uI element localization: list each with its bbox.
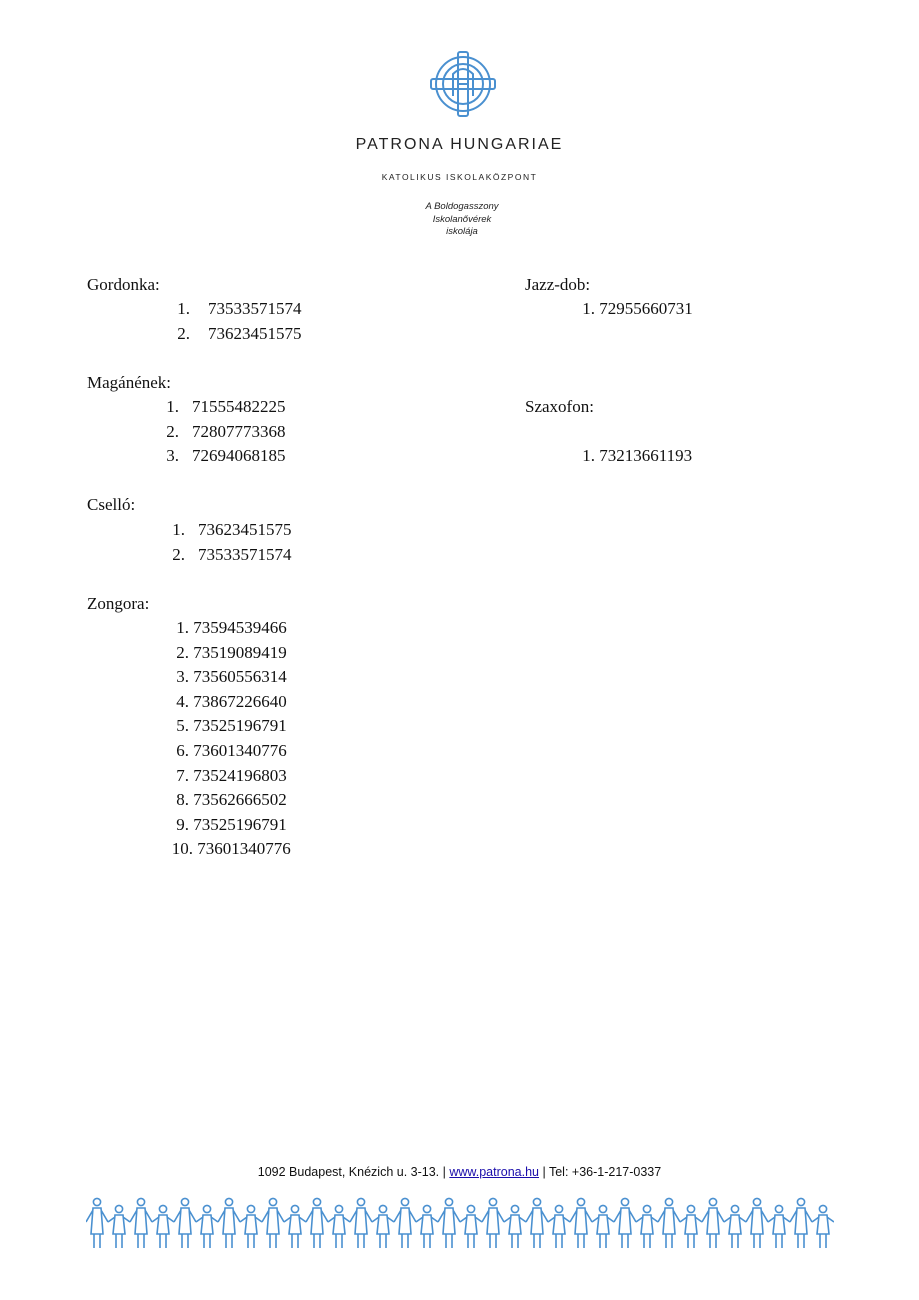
org-motto — [0, 201, 919, 239]
motto-line: A Boldogasszony — [425, 201, 499, 212]
list-item: 1. 73533571574 — [177, 299, 302, 318]
list-item: 5. 73525196791 — [176, 716, 287, 736]
footer-address: 1092 Budapest, Knézich u. 3-13. | — [257, 1165, 446, 1179]
list-item: 1. 72955660731 — [582, 299, 693, 318]
children-holding-hands-icon — [86, 1194, 834, 1250]
org-name: PATRONA HUNGARIAE — [355, 136, 564, 153]
section-title-maganenek: Magánének: — [87, 373, 172, 392]
list-item: 2. 73533571574 — [172, 544, 292, 564]
cross-circle-logo-icon — [429, 50, 497, 118]
motto-line: Iskolanővérek — [432, 213, 492, 225]
section-title-szaxofon: Szaxofon: — [525, 397, 594, 416]
list-item: 3. 73560556314 — [176, 667, 287, 687]
footer-contact — [0, 1165, 919, 1179]
list-item: 1. 73623451575 — [172, 520, 292, 539]
list-item: 7. 73524196803 — [176, 765, 287, 785]
list-item: 10. 73601340776 — [171, 839, 291, 859]
list-item: 3. 72694068185 — [166, 446, 286, 466]
section-title-csello: Cselló: — [87, 495, 136, 514]
list-item: 9. 73525196791 — [176, 814, 287, 834]
list-szaxofon — [566, 444, 692, 469]
list-gordonka — [160, 297, 302, 346]
list-jazzdob — [566, 297, 693, 322]
list-item: 4. 73867226640 — [176, 691, 287, 711]
list-csello — [155, 518, 292, 567]
list-item: 2. 73623451575 — [177, 323, 302, 343]
section-title-gordonka: Gordonka: — [87, 275, 160, 294]
list-item: 2. 73519089419 — [176, 642, 287, 662]
footer-phone: | Tel: +36-1-217-0337 — [542, 1165, 662, 1179]
section-title-jazzdob: Jazz-dob: — [525, 275, 591, 294]
section-title-zongora: Zongora: — [87, 594, 150, 613]
list-item: 1. 73213661193 — [582, 446, 693, 465]
list-item: 8. 73562666502 — [176, 790, 287, 810]
footer-website-link[interactable]: www.patrona.hu — [449, 1165, 539, 1179]
list-maganenek — [150, 395, 286, 469]
org-subtitle: KATOLIKUS ISKOLAKÖZPONT — [381, 172, 538, 182]
list-zongora — [160, 616, 291, 862]
list-item: 1. 73594539466 — [176, 618, 287, 637]
motto-line: iskolája — [446, 226, 478, 237]
list-item: 2. 72807773368 — [166, 421, 286, 441]
list-item: 1. 71555482225 — [166, 397, 286, 416]
list-item: 6. 73601340776 — [176, 740, 287, 760]
